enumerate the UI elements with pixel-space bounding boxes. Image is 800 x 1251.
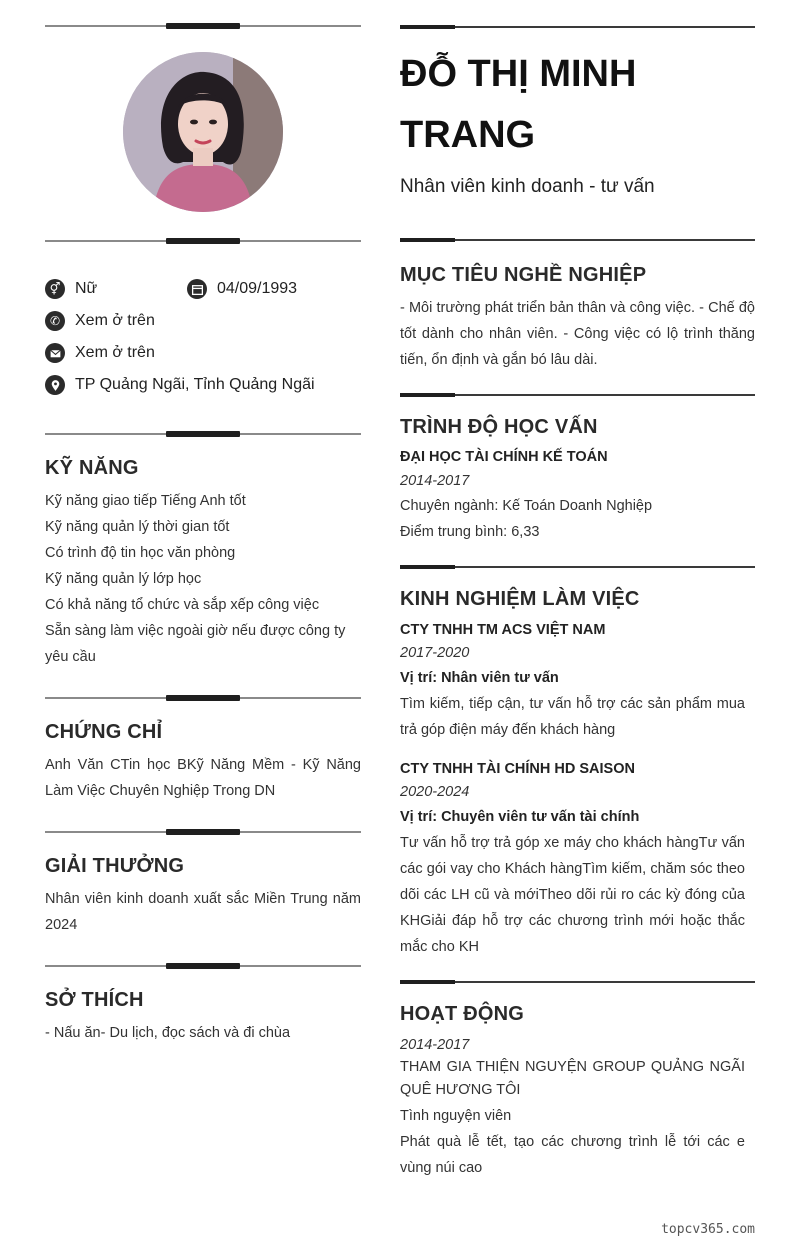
- education-school: ĐẠI HỌC TÀI CHÍNH KẾ TOÁN: [400, 449, 608, 465]
- divider: [45, 240, 361, 242]
- phone-row: [45, 311, 155, 331]
- divider: [45, 697, 361, 699]
- location-pin-icon: [45, 375, 65, 395]
- certificates-title: CHỨNG CHỈ: [45, 721, 163, 743]
- phone-icon: ✆: [45, 311, 65, 331]
- skill-item: Kỹ năng quản lý lớp học: [45, 571, 202, 587]
- skill-item: Sẵn sàng làm việc ngoài giờ nếu được công ty yêu cầu: [45, 623, 346, 665]
- activity-period: 2014-2017: [400, 1037, 470, 1053]
- job-company: CTY TNHH TÀI CHÍNH HD SAISON: [400, 761, 635, 777]
- phone-value: Xem ở trên: [75, 312, 155, 329]
- address-value: TP Quảng Ngãi, Tỉnh Quảng Ngãi: [75, 376, 315, 393]
- skill-item: Kỹ năng quản lý thời gian tốt: [45, 519, 230, 535]
- experience-title: KINH NGHIỆM LÀM VIỆC: [400, 588, 640, 610]
- gender-value: Nữ: [75, 280, 98, 297]
- education-major: Chuyên ngành: Kế Toán Doanh Nghiệp: [400, 498, 653, 514]
- candidate-name: ĐỖ THỊ MINH TRANG: [400, 53, 637, 156]
- education-title: TRÌNH ĐỘ HỌC VẤN: [400, 416, 598, 438]
- birthdate-value: 04/09/1993: [217, 280, 298, 297]
- job-description: Tìm kiếm, tiếp cận, tư vấn hỗ trợ các sản phẩm mua trả góp điện máy đến khách hàng: [400, 696, 745, 738]
- divider: [400, 26, 755, 28]
- skill-item: Kỹ năng giao tiếp Tiếng Anh tốt: [45, 493, 246, 509]
- education-gpa: Điểm trung bình: 6,33: [400, 524, 540, 540]
- job-position: Vị trí: Nhân viên tư vấn: [400, 670, 559, 686]
- job-period: 2017-2020: [400, 645, 470, 661]
- avatar: [123, 52, 283, 212]
- calendar-icon: [187, 279, 207, 299]
- skill-item: Có trình độ tin học văn phòng: [45, 545, 236, 561]
- gender-icon: ⚥: [45, 279, 65, 299]
- email-row: [45, 343, 155, 363]
- birthdate-row: [187, 279, 297, 299]
- email-icon: [45, 343, 65, 363]
- job-title: Nhân viên kinh doanh - tư vấn: [400, 176, 655, 197]
- objective-title: MỤC TIÊU NGHỀ NGHIỆP: [400, 264, 647, 286]
- objective-text: - Môi trường phát triển bản thân và công việc. - Chế độ tốt dành cho nhân viên. - Công việc có lộ trình thăng tiến, ổn định và gắn bó lâu dài.: [400, 300, 755, 368]
- profile-photo-icon: [123, 52, 283, 212]
- skills-list: [45, 488, 361, 670]
- education-period: 2014-2017: [400, 473, 470, 489]
- skills-title: KỸ NĂNG: [45, 457, 139, 479]
- divider: [45, 965, 361, 967]
- skill-item: Có khả năng tổ chức và sắp xếp công việc: [45, 597, 320, 613]
- activity-description: Phát quà lễ tết, tạo các chương trình lễ tới các e vùng núi cao: [400, 1134, 745, 1176]
- hobbies-title: SỞ THÍCH: [45, 989, 144, 1011]
- address-row: [45, 375, 315, 395]
- gender-row: [45, 279, 97, 299]
- divider: [400, 981, 755, 983]
- activities-title: HOẠT ĐỘNG: [400, 1003, 525, 1025]
- hobbies-text: - Nấu ăn- Du lịch, đọc sách và đi chùa: [45, 1025, 291, 1041]
- job-period: 2020-2024: [400, 784, 470, 800]
- divider: [400, 566, 755, 568]
- divider: [45, 25, 361, 27]
- activity-organization: THAM GIA THIỆN NGUYỆN GROUP QUẢNG NGÃI QUÊ HƯƠNG TÔI: [400, 1059, 745, 1098]
- watermark: topcv365.com: [661, 1222, 755, 1237]
- email-value: Xem ở trên: [75, 344, 155, 361]
- awards-text: Nhân viên kinh doanh xuất sắc Miền Trung năm 2024: [45, 891, 361, 933]
- job-position: Vị trí: Chuyên viên tư vấn tài chính: [400, 809, 640, 825]
- activity-role: Tình nguyện viên: [400, 1108, 512, 1124]
- awards-title: GIẢI THƯỞNG: [45, 855, 185, 877]
- divider: [400, 394, 755, 396]
- job-description: Tư vấn hỗ trợ trả góp xe máy cho khách hàngTư vấn các gói vay cho Khách hàngTìm kiếm, chăm sóc theo dõi các LH cũ và mớiTheo dõi rủi ro các kỳ đóng của KHGiải đáp hỗ trợ các chương trình mới hoặc thắc mắc cho KH: [400, 835, 745, 955]
- certificates-text: Anh Văn CTin học BKỹ Năng Mềm - Kỹ Năng Làm Việc Chuyên Nghiệp Trong DN: [45, 757, 361, 799]
- job-company: CTY TNHH TM ACS VIỆT NAM: [400, 622, 606, 638]
- divider: [45, 831, 361, 833]
- divider: [400, 239, 755, 241]
- divider: [45, 433, 361, 435]
